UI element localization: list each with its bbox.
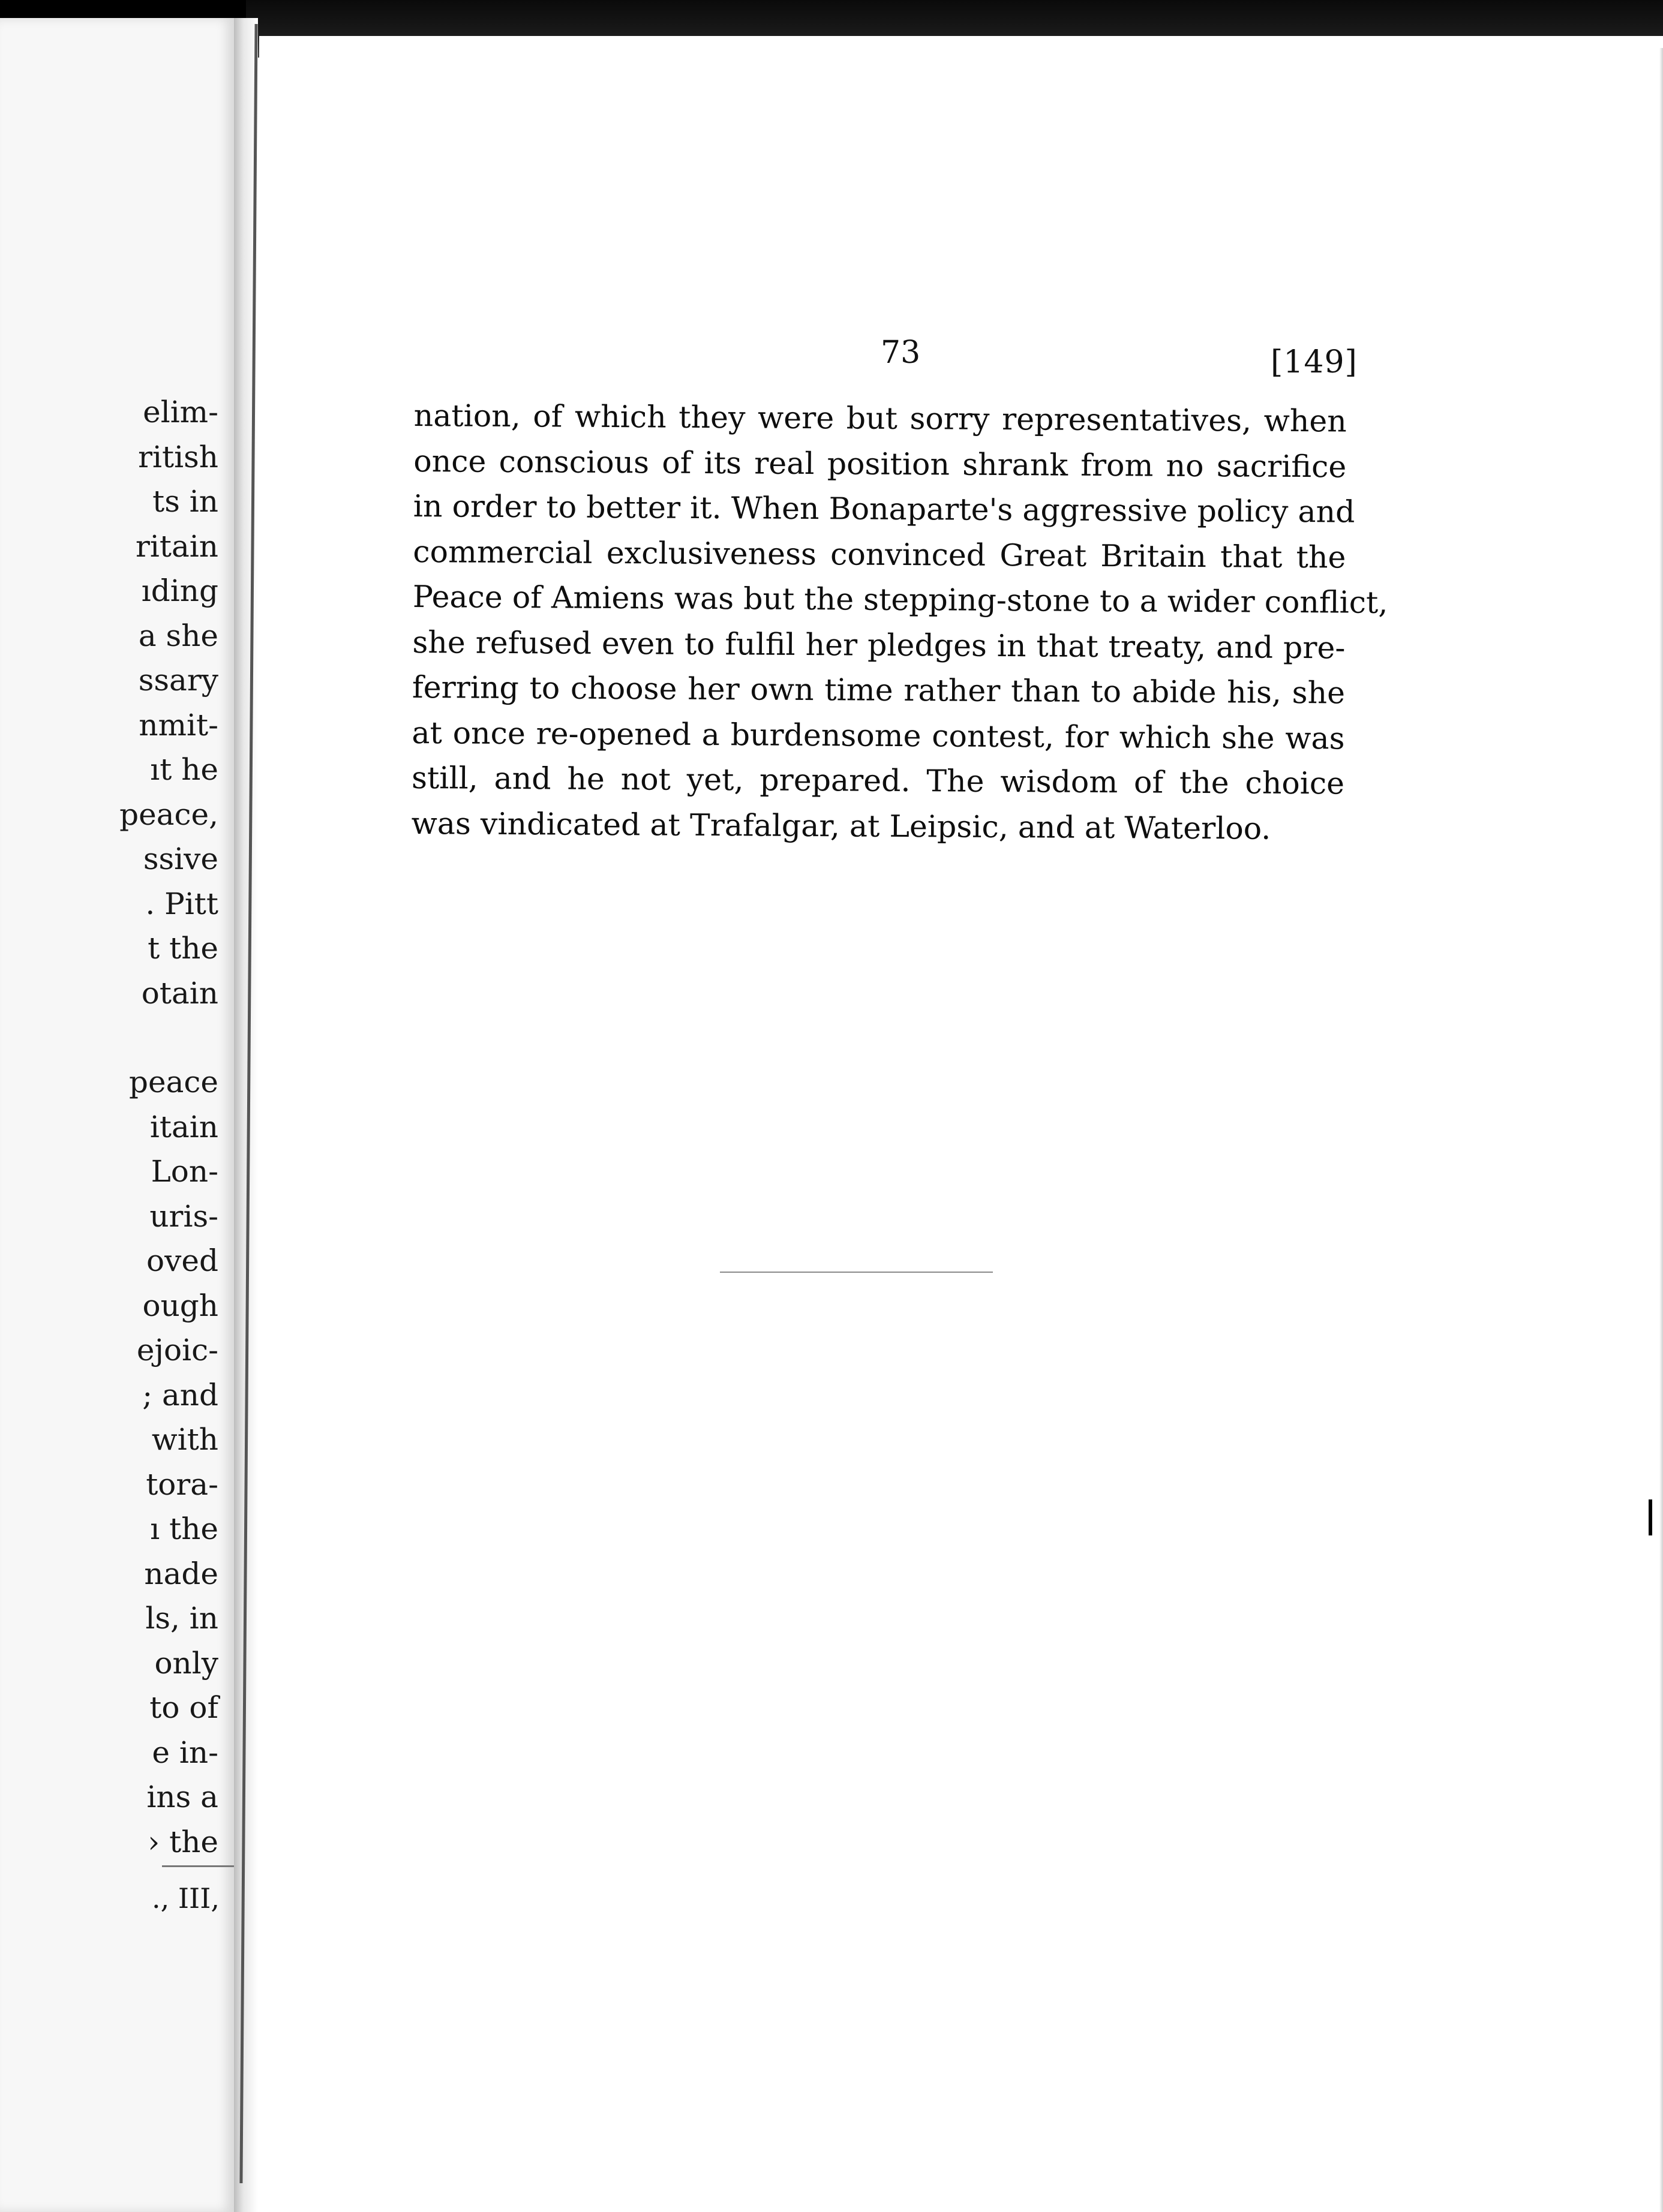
left-line: oved <box>146 1243 218 1278</box>
left-line: peace <box>129 1065 218 1099</box>
scan-top-shadow-left <box>0 0 246 18</box>
left-line: peace, <box>119 797 218 832</box>
left-line: nade <box>144 1556 218 1591</box>
text-line: still, and he not yet, prepared. The wisdom of the choice <box>411 759 1345 801</box>
left-line: only <box>154 1645 218 1681</box>
left-line: to of <box>149 1690 218 1725</box>
left-line: . Pitt <box>145 886 218 921</box>
text-line: in order to better it. When Bonaparte's aggressive policy and <box>413 488 1355 530</box>
left-line: elim- <box>143 395 218 429</box>
section-end-rule <box>720 1272 993 1273</box>
left-line: ls, in <box>145 1601 218 1636</box>
left-line: ; and <box>142 1377 218 1412</box>
text-line: at once re-opened a burdensome contest, for which she was <box>412 714 1345 756</box>
left-line: itain <box>149 1109 218 1144</box>
left-line: ritish <box>138 439 218 474</box>
text-line: she refused even to fulfil her pledges in that treaty, and pre- <box>412 624 1346 665</box>
text-line: was vindicated at Trafalgar, at Leipsic, and at Waterloo. <box>411 805 1271 846</box>
left-line: ı the <box>150 1511 218 1546</box>
edge-mark <box>1649 1499 1652 1535</box>
left-line: t the <box>148 931 218 966</box>
left-line: a she <box>138 618 218 653</box>
left-line: ritain <box>136 528 218 564</box>
left-line: otain <box>141 975 218 1011</box>
left-line: ts in <box>152 484 218 519</box>
left-line: › the <box>148 1824 218 1859</box>
left-line: uris- <box>149 1198 218 1234</box>
left-line: tora- <box>146 1466 218 1502</box>
left-line: ssive <box>143 841 218 876</box>
body-paragraph <box>411 393 1388 851</box>
left-line: Lon- <box>151 1154 218 1189</box>
text-line: Peace of Amiens was but the stepping-stone to a wider conflict, <box>412 578 1388 620</box>
left-footnote: ., III, <box>151 1882 220 1915</box>
left-line: ejoic- <box>136 1333 218 1368</box>
left-line: ins a <box>146 1780 218 1814</box>
left-line: nmit- <box>139 707 218 743</box>
left-line: e in- <box>152 1735 218 1770</box>
left-line: ough <box>142 1288 218 1323</box>
text-line: ferring to choose her own time rather than to abide his, she <box>412 669 1346 711</box>
left-line: ıding <box>141 573 218 608</box>
footnote-rule <box>162 1865 234 1867</box>
page-edge-shadow <box>1659 48 1663 2212</box>
left-page <box>0 18 236 2212</box>
right-page <box>259 36 1663 2212</box>
page-reference: [149] <box>1271 344 1358 380</box>
paragraph-gap <box>119 1015 218 1060</box>
page-number: 73 <box>881 335 921 371</box>
left-line: with <box>151 1422 218 1457</box>
text-line: commercial exclusiveness convinced Great Britain that the <box>413 533 1346 575</box>
left-line: ıt he <box>150 752 218 787</box>
left-line: ssary <box>138 663 218 698</box>
text-line: once conscious of its real position shrank from no sacrifice <box>413 443 1347 484</box>
text-line: nation, of which they were but sorry representatives, when <box>413 397 1347 439</box>
left-page-text <box>119 390 218 1864</box>
